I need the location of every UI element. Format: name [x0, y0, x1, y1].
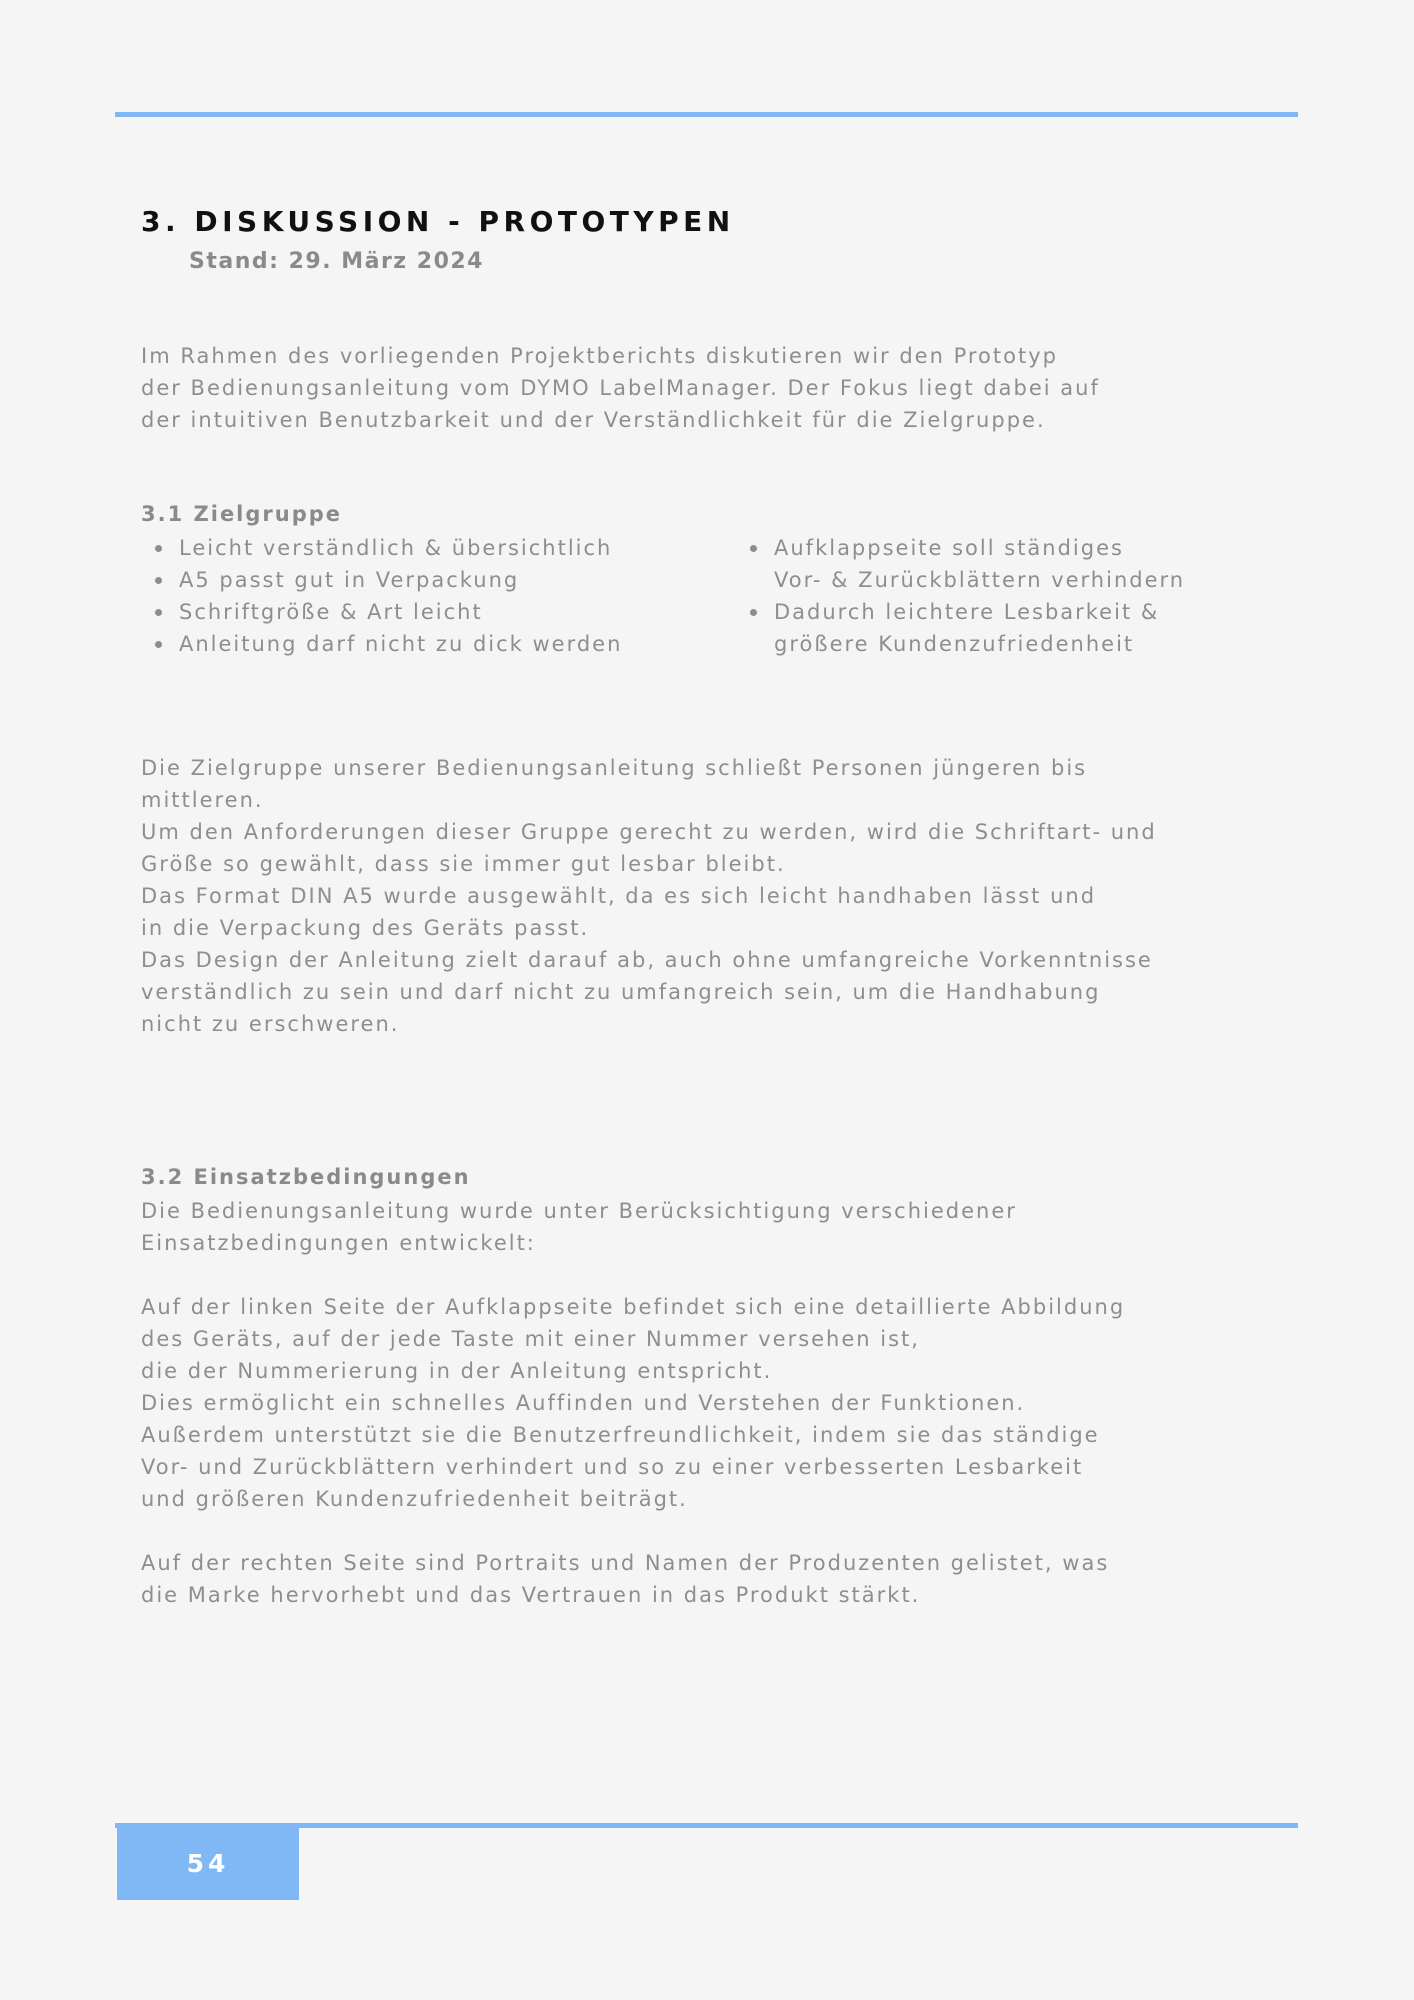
- text-line: Einsatzbedingungen entwickelt:: [141, 1231, 536, 1255]
- text-line: Außerdem unterstützt sie die Benutzerfreundlichkeit, indem sie das ständige: [141, 1423, 1100, 1447]
- text-line: der intuitiven Benutzbarkeit und der Verständlichkeit für die Zielgruppe.: [141, 408, 1046, 432]
- bullet-list-right: [736, 532, 1185, 660]
- text-line: mittleren.: [141, 788, 264, 812]
- section-heading-zielgruppe: 3.1 Zielgruppe: [141, 502, 343, 526]
- text-line: die Marke hervorhebt und das Vertrauen in das Produkt stärkt.: [141, 1583, 921, 1607]
- list-item: A5 passt gut in Verpackung: [141, 564, 622, 596]
- bullet-icon: [155, 577, 162, 584]
- bullet-icon: [155, 609, 162, 616]
- text-line: des Geräts, auf der jede Taste mit einer Nummer versehen ist,: [141, 1327, 920, 1351]
- list-item: Aufklappseite soll ständiges Vor- & Zurückblättern verhindern: [736, 532, 1185, 596]
- einsatz-paragraph: [141, 1195, 1125, 1611]
- text-line: die der Nummerierung in der Anleitung entspricht.: [141, 1359, 773, 1383]
- text-line: der Bedienungsanleitung vom DYMO LabelManager. Der Fokus liegt dabei auf: [141, 376, 1100, 400]
- text-line: Die Zielgruppe unserer Bedienungsanleitung schließt Personen jüngeren bis: [141, 756, 1088, 780]
- section-heading-einsatzbedingungen: 3.2 Einsatzbedingungen: [141, 1165, 471, 1189]
- text-line: Das Format DIN A5 wurde ausgewählt, da es sich leicht handhaben lässt und: [141, 884, 1097, 908]
- text-line: Um den Anforderungen dieser Gruppe gerecht zu werden, wird die Schriftart- und: [141, 820, 1157, 844]
- text-line: Größe so gewählt, dass sie immer gut lesbar bleibt.: [141, 852, 786, 876]
- text-line: und größeren Kundenzufriedenheit beiträgt.: [141, 1487, 688, 1511]
- page-number: 54: [186, 1848, 230, 1878]
- text-line: in die Verpackung des Geräts passt.: [141, 916, 590, 940]
- text-line: verständlich zu sein und darf nicht zu umfangreich sein, um die Handhabung: [141, 980, 1101, 1004]
- text-line: Vor- und Zurückblättern verhindert und so zu einer verbesserten Lesbarkeit: [141, 1455, 1084, 1479]
- text-line: nicht zu erschweren.: [141, 1012, 400, 1036]
- text-line: Auf der linken Seite der Aufklappseite befindet sich eine detaillierte Abbildung: [141, 1295, 1126, 1319]
- page-title: 3. DISKUSSION - PROTOTYPEN: [141, 205, 735, 238]
- text-line: Dies ermöglicht ein schnelles Auffinden und Verstehen der Funktionen.: [141, 1391, 1026, 1415]
- text-line: Die Bedienungsanleitung wurde unter Berücksichtigung verschiedener: [141, 1199, 1017, 1223]
- bullet-icon: [750, 609, 757, 616]
- bullet-icon: [155, 545, 162, 552]
- text-line: Das Design der Anleitung zielt darauf ab, auch ohne umfangreiche Vorkenntnisse: [141, 948, 1153, 972]
- bullet-list-left: [141, 532, 622, 660]
- text-line: Auf der rechten Seite sind Portraits und Namen der Produzenten gelistet, was: [141, 1551, 1110, 1575]
- list-item: Leicht verständlich & übersichtlich: [141, 532, 622, 564]
- list-item: Anleitung darf nicht zu dick werden: [141, 628, 622, 660]
- top-divider: [115, 112, 1298, 117]
- text-line: Im Rahmen des vorliegenden Projektberichts diskutieren wir den Prototyp: [141, 344, 1058, 368]
- bullet-icon: [155, 641, 162, 648]
- date-subtitle: Stand: 29. März 2024: [189, 249, 484, 274]
- bullet-icon: [750, 545, 757, 552]
- list-item: Schriftgröße & Art leicht: [141, 596, 622, 628]
- intro-paragraph: [141, 340, 1100, 436]
- page-number-badge: [117, 1826, 299, 1900]
- zielgruppe-paragraph: [141, 752, 1157, 1040]
- list-item: Dadurch leichtere Lesbarkeit & größere Kundenzufriedenheit: [736, 596, 1185, 660]
